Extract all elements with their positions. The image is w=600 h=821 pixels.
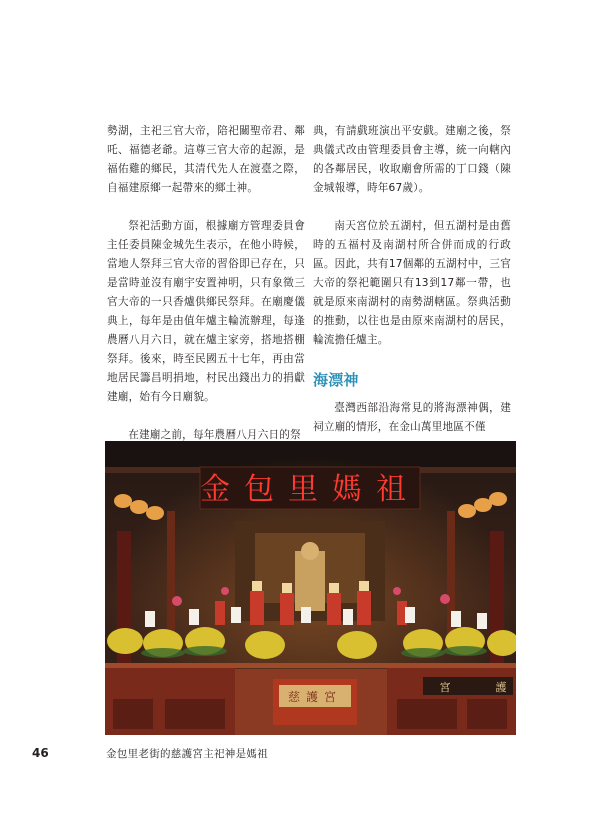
- right-text-column: [313, 122, 511, 456]
- plaque-text-right: 護: [495, 681, 507, 694]
- svg-text:慈護宮: 慈護宮: [287, 690, 343, 704]
- page-number: 46: [32, 746, 49, 760]
- temple-altar-photo: [105, 441, 516, 735]
- left-text-column: [107, 122, 305, 464]
- body-paragraph: 臺灣西部沿海常見的將海漂神偶，建祠立廟的情形，在金山萬里地區不僅: [313, 402, 511, 433]
- body-paragraph: 在建廟之前，每年農曆八月六日的祭: [128, 429, 301, 441]
- photo-caption: 金包里老街的慈護宮主祀神是媽祖: [106, 748, 268, 760]
- body-paragraph: 南天宮位於五湖村，但五湖村是由舊時的五福村及南湖村所合併而成的行政區。因此，共有17個鄰的五湖村中，三官大帝的祭祀範圍只有13到17鄰一帶，也就是原來南湖村的南勢湖轄區。祭典活動的推動，以往也是由原來南湖村的居民，輪流擔任爐主。: [313, 220, 511, 346]
- body-paragraph: 祭祀活動方面，根據廟方管理委員會主任委員陳金城先生表示，在他小時候，當地人祭拜三官大帝的習俗即已存在，只是當時並沒有廟宇安置神明，只有象徵三官大帝的一只香爐供鄉民祭拜。在廟慶儀典上，每年是由值年爐主輪流辦理，每逢農曆八月六日，就在爐主家旁，搭地搭棚祭拜。後來，時至民國五十七年，再由當地居民籌昌明捐地，村民出錢出力的捐獻建廟，始有今日廟貌。: [107, 220, 305, 403]
- plaque-text: 宮: [439, 681, 451, 694]
- signboard-text: 金包里媽祖: [200, 472, 420, 507]
- body-paragraph: 勢湖，主祀三官大帝，陪祀關聖帝君、鄰吒、福德老爺。這尊三官大帝的起源，是福佑雞的鄉民，其清代先人在渡臺之際，自福建原鄉一起帶來的鄉土神。: [107, 125, 305, 194]
- section-heading: 海漂神: [313, 371, 359, 389]
- body-paragraph: 典，有請戲班演出平安戲。建廟之後，祭典儀式改由管理委員會主導，統一向轄內的各鄰居民，收取廟會所需的丁口錢（陳金城報導，時年67歲）。: [313, 125, 511, 194]
